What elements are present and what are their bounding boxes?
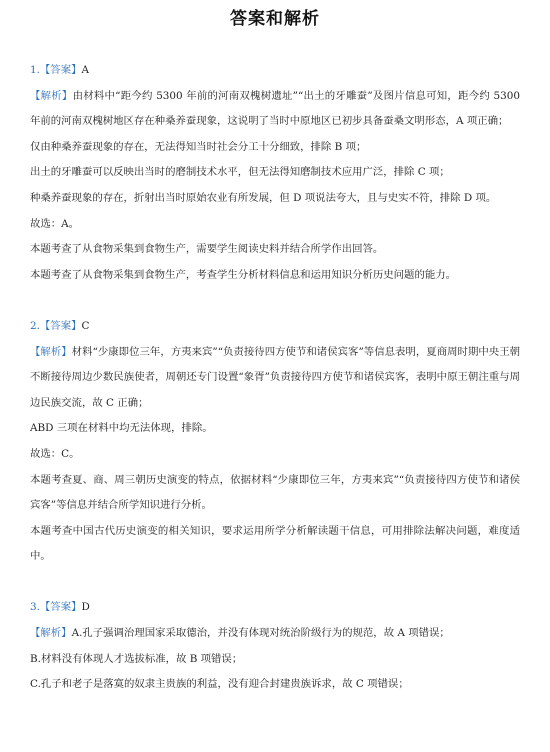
question-3-answer-line <box>30 595 520 621</box>
analysis-paragraph <box>30 621 520 647</box>
question-number: 2. <box>30 319 40 332</box>
answer-tag: 【答案】 <box>39 601 82 614</box>
analysis-text: A.孔子强调治理国家采取德治，并没有体现对统治阶级行为的规范，故 A 项错误； <box>71 627 450 640</box>
question-3-block <box>30 595 520 697</box>
question-1-block <box>30 58 520 288</box>
question-number: 1. <box>30 64 40 76</box>
question-number: 3. <box>30 601 40 614</box>
analysis-text: 由材料中“距今约 5300 年前的河南双槐树遗址”“出土的牙雕蚕”及图片信息可知，距今约 5300 年前的河南双槐树地区存在种桑养蚕现象，这说明了当时中原地区已初步具备蚕桑文明形态，A 项正确； <box>30 89 520 128</box>
analysis-paragraph: C.孔子和老子是落寞的奴隶主贵族的利益，没有迎合封建贵族诉求，故 C 项错误； <box>30 678 409 691</box>
question-2-answer-line <box>30 314 520 340</box>
answer-value: C <box>81 319 90 332</box>
analysis-paragraph: 仅由种桑养蚕现象的存在，无法得知当时社会分工十分细致，排除 B 项； <box>30 140 367 153</box>
spacer <box>30 288 520 314</box>
answer-value: A <box>81 64 89 76</box>
analysis-paragraph: 本题考查中国古代历史演变的相关知识，要求运用所学分析解读题干信息，可用排除法解决问题，难度适中。 <box>30 524 520 563</box>
choice-conclusion: 故选：A。 <box>30 217 80 230</box>
page-title: 答案和解析 <box>230 9 320 29</box>
choice-conclusion: 故选：C。 <box>30 447 80 460</box>
analysis-paragraph <box>30 340 520 417</box>
analysis-tag: 【解析】 <box>30 89 73 102</box>
answer-tag: 【答案】 <box>39 64 82 76</box>
analysis-paragraph: 本题考查夏、商、周三朝历史演变的特点，依据材料“少康即位三年，方夷来宾”“负责接待四方使节和诸侯宾客”等信息并结合所学知识进行分析。 <box>30 473 520 512</box>
analysis-paragraph: 种桑养蚕现象的存在，折射出当时原始农业有所发展，但 D 项说法夸大，且与史实不符，排除 D 项。 <box>30 191 497 204</box>
analysis-paragraph: 本题考查了从食物采集到食物生产，考查学生分析材料信息和运用知识分析历史问题的能力。 <box>30 268 457 281</box>
spacer <box>30 570 520 596</box>
analysis-text: 材料“少康即位三年，方夷来宾”“负责接待四方使节和诸侯宾客”等信息表明，夏商周时期中央王朝不断接待周边少数民族使者，周朝还专门设置“象胥”负责接待四方使节和诸侯宾客，表明中原王朝注重与周边民族交流，故 C 正确； <box>30 345 521 409</box>
analysis-paragraph: B.材料没有体现人才选拔标准，故 B 项错误； <box>30 652 243 665</box>
question-1-answer-line <box>30 58 520 84</box>
answer-tag: 【答案】 <box>39 319 82 332</box>
answer-value: D <box>81 601 90 614</box>
analysis-tag: 【解析】 <box>30 345 72 358</box>
analysis-tag: 【解析】 <box>30 627 72 640</box>
analysis-paragraph: 本题考查了从食物采集到食物生产，需要学生阅读史料并结合所学作出回答。 <box>30 243 384 256</box>
answer-content <box>30 58 520 698</box>
analysis-paragraph <box>30 84 520 135</box>
analysis-paragraph: ABD 三项在材料中均无法体现，排除。 <box>30 422 213 435</box>
question-2-block <box>30 314 520 570</box>
analysis-paragraph: 出土的牙雕蚕可以反映出当时的磨制技术水平，但无法得知磨制技术应用广泛，排除 C 项； <box>30 166 450 179</box>
